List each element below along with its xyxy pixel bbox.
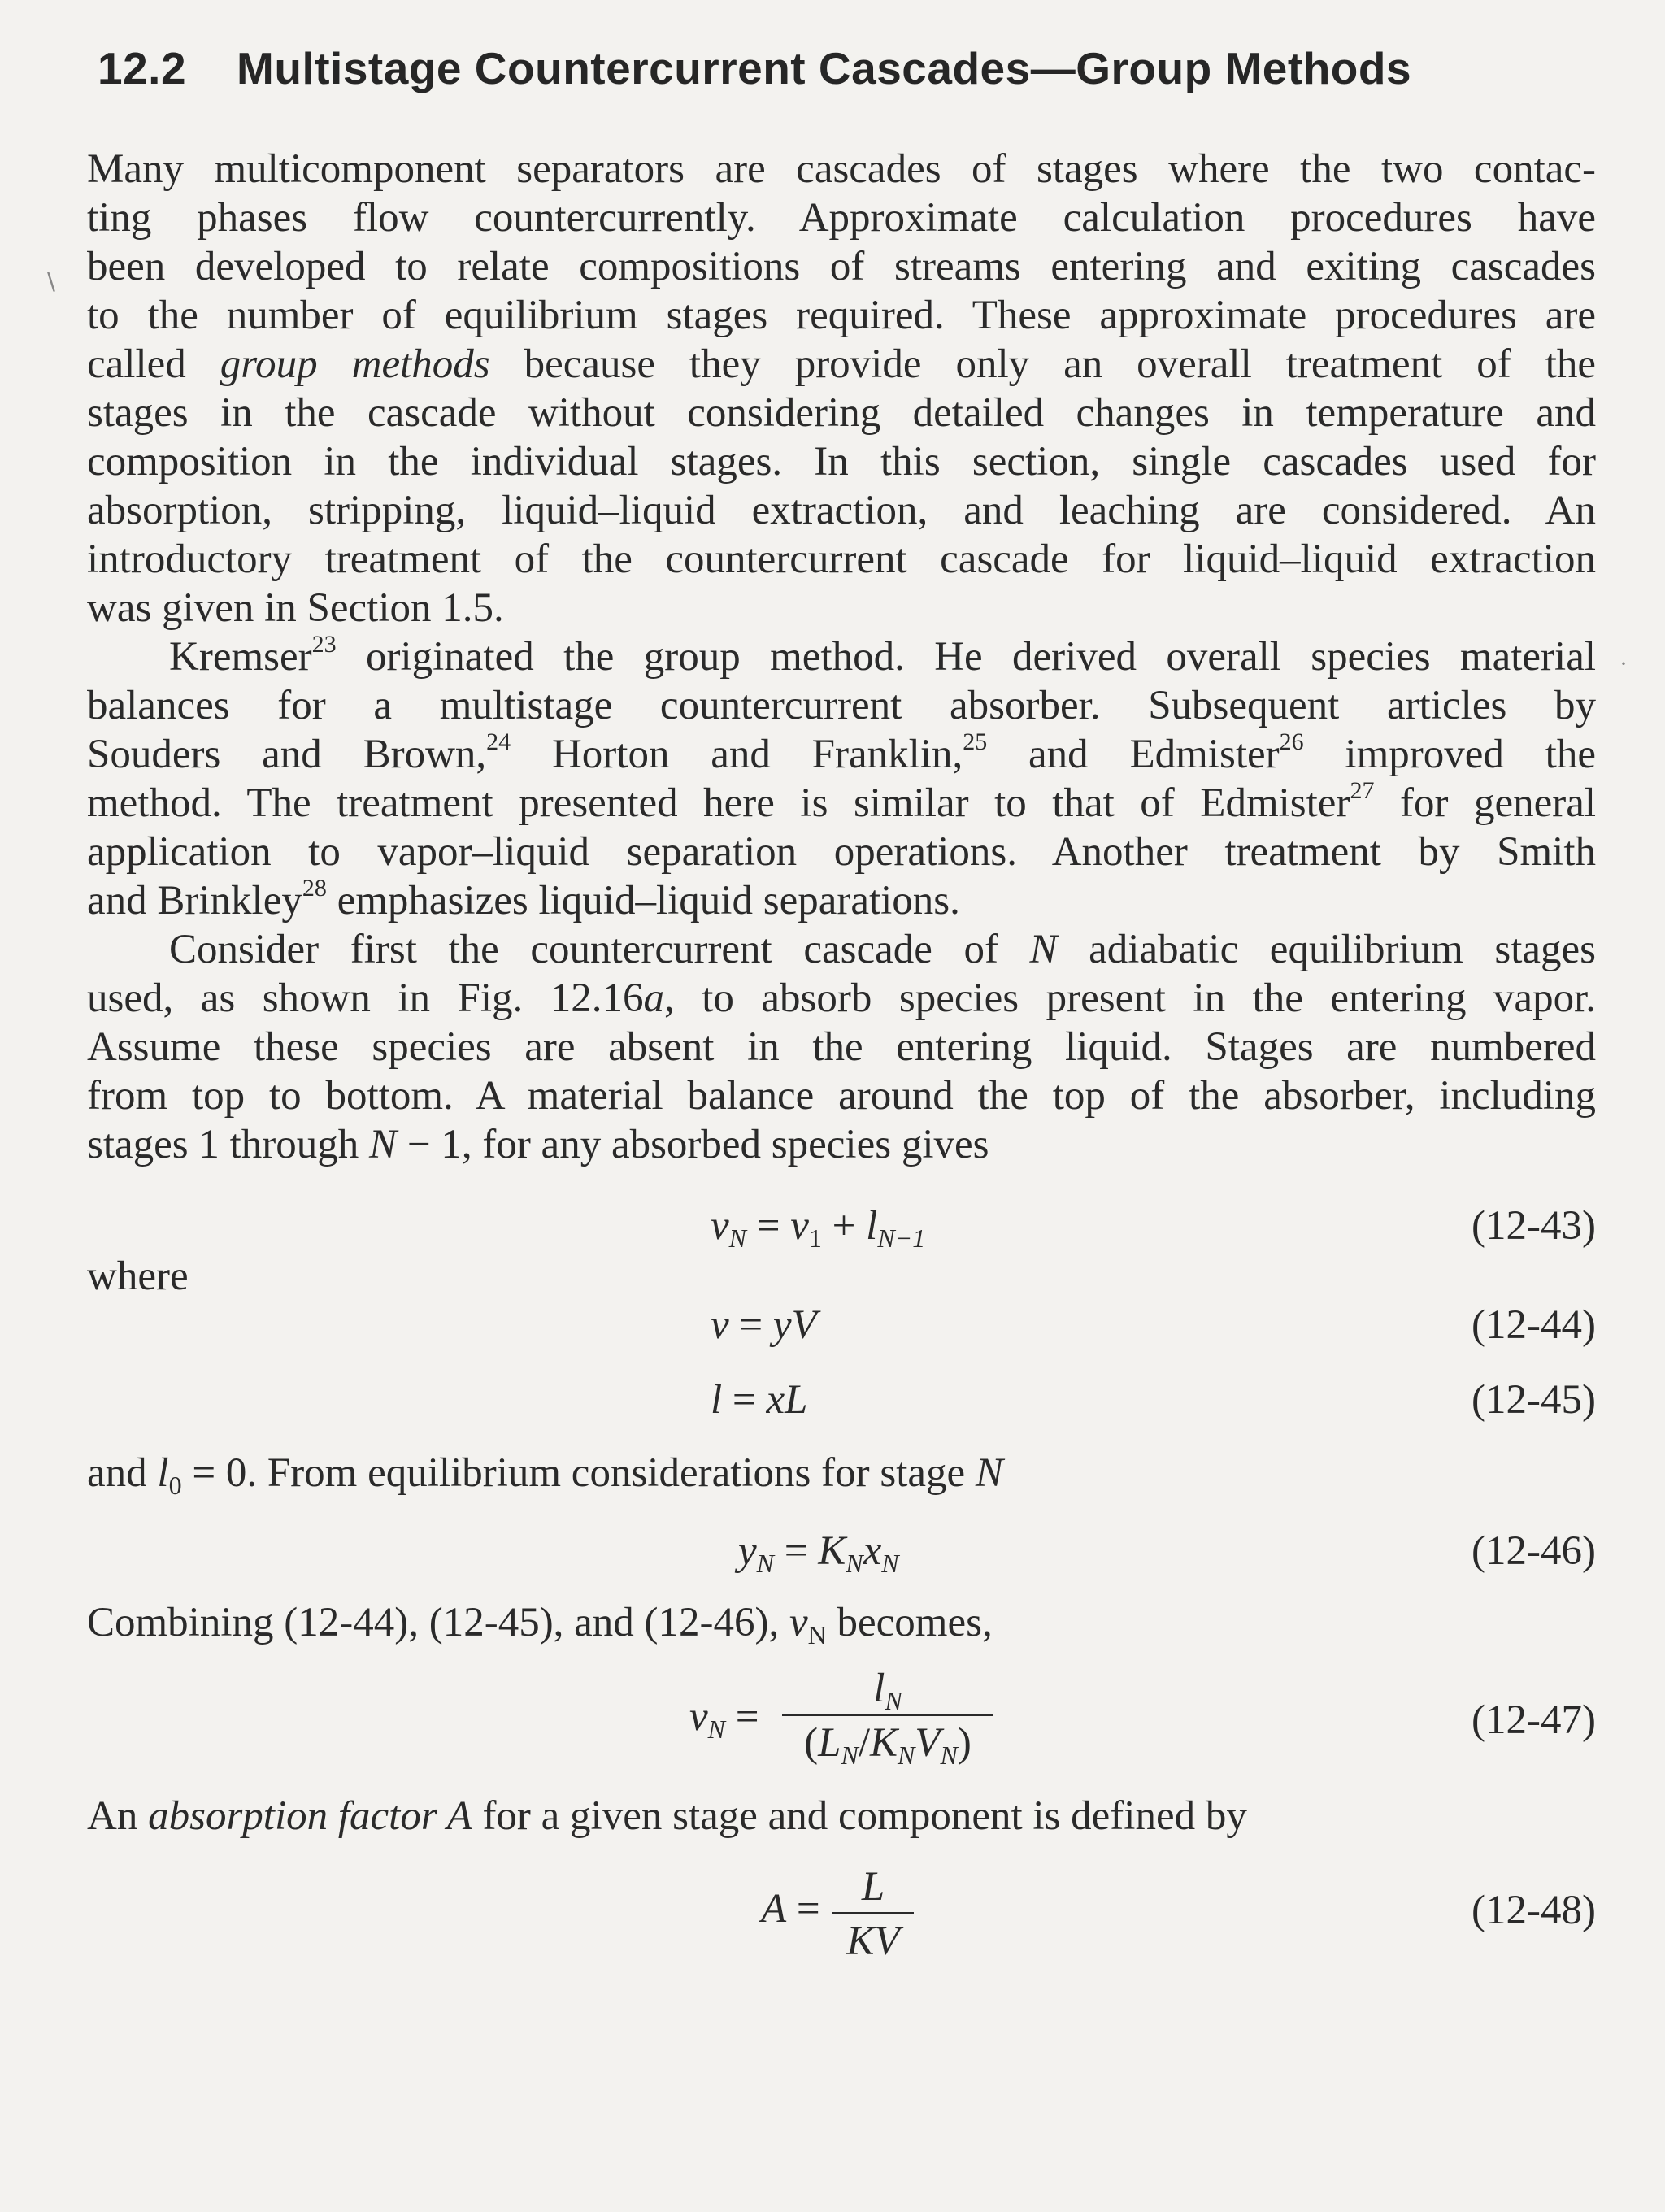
paragraph-1-line: [87, 340, 1596, 389]
fraction-denominator: KV: [846, 1919, 900, 1964]
reference-27: 27: [1350, 777, 1375, 804]
subscript: N: [881, 1549, 899, 1578]
paragraph-2-line: [87, 730, 1596, 779]
equation-12-48-lhs: [761, 1884, 820, 1933]
text-run: and: [87, 1450, 158, 1496]
math-variable: l: [873, 1666, 885, 1711]
operator: =: [728, 1302, 773, 1348]
parenthesis: ): [957, 1720, 972, 1766]
math-variable: v: [711, 1302, 729, 1348]
paragraph-2-line: application to vapor–liquid separation operations. Another treatment by Smith: [87, 829, 1596, 875]
math-expression: xL: [766, 1377, 808, 1423]
section-number: 12.2: [98, 43, 187, 93]
reference-23: 23: [311, 631, 337, 658]
paragraph-3-line: [87, 1120, 989, 1169]
text-run: Consider first the countercurrent cascade of: [169, 927, 1030, 972]
equation-number: (12-43): [1472, 1203, 1596, 1249]
math-variable: V: [915, 1720, 941, 1766]
paragraph-1-line: composition in the individual stages. In this section, single cascades used for: [87, 439, 1596, 485]
operator: =: [773, 1528, 819, 1574]
equation-number: (12-46): [1472, 1528, 1596, 1574]
math-variable: A: [761, 1886, 787, 1932]
paragraph-2-line: [87, 876, 960, 925]
paragraph-1-line: stages in the cascade without considering detailed changes in temperature and: [87, 390, 1596, 436]
scan-mark: ·: [1619, 650, 1628, 677]
subscript: N: [756, 1549, 774, 1578]
text-run: called: [87, 341, 220, 387]
text-run: method. The treatment presented here is similar to that of Edmister: [87, 780, 1350, 826]
figure-letter: a: [643, 976, 665, 1021]
math-variable: l: [157, 1450, 169, 1496]
equation-number: (12-47): [1472, 1697, 1596, 1743]
section-title: Multistage Countercurrent Cascades—Group Methods: [237, 43, 1412, 93]
text-run: Kremser: [169, 634, 312, 680]
text-run: − 1, for any absorbed species gives: [397, 1122, 989, 1167]
text-run: Combining (12-44), (12-45), and (12-46),: [87, 1600, 790, 1645]
equation-12-48-fraction: [832, 1865, 914, 1963]
subscript: N: [728, 1223, 746, 1253]
math-variable: x: [863, 1528, 882, 1574]
equation-12-47-fraction: [782, 1666, 993, 1770]
paragraph-3-line: [87, 974, 1596, 1023]
equation-number: (12-45): [1472, 1377, 1596, 1423]
reference-24: 24: [486, 728, 511, 755]
equilibrium-intro-line: [87, 1449, 1003, 1500]
math-variable: K: [818, 1528, 846, 1574]
math-variable: l: [711, 1377, 723, 1423]
paragraph-1-line: Many multicomponent separators are cascades of stages where the two contac-: [87, 146, 1596, 192]
text-run: and Edmister: [987, 732, 1280, 777]
subscript: N: [898, 1740, 915, 1770]
fraction-bar: [832, 1912, 914, 1914]
emphasis-group-methods: group methods: [220, 341, 490, 387]
equation-12-47-lhs: [689, 1693, 759, 1744]
equation-number: (12-44): [1472, 1302, 1596, 1348]
text-run: emphasizes liquid–liquid separations.: [326, 878, 960, 923]
math-variable: v: [689, 1694, 708, 1740]
paragraph-2-line: balances for a multistage countercurrent absorber. Subsequent articles by: [87, 683, 1596, 728]
operator: =: [724, 1694, 759, 1740]
math-variable: y: [738, 1528, 757, 1574]
operator: =: [786, 1886, 820, 1932]
fraction-denominator: [782, 1720, 993, 1770]
section-heading: [98, 42, 1411, 94]
paragraph-1-line: was given in Section 1.5.: [87, 585, 504, 631]
fraction-numerator: [782, 1666, 993, 1715]
operator: =: [722, 1377, 767, 1423]
paragraph-3-line: [169, 925, 1596, 974]
text-run: becomes,: [826, 1600, 993, 1645]
equation-12-43: [711, 1202, 926, 1253]
paragraph-1-line: absorption, stripping, liquid–liquid extraction, and leaching are considered. An: [87, 488, 1596, 533]
paragraph-2-line: [169, 632, 1596, 681]
combining-line: [87, 1598, 993, 1647]
subscript: N: [807, 1620, 827, 1649]
fraction-numerator: L: [861, 1864, 885, 1910]
math-variable: v: [789, 1600, 808, 1645]
paragraph-2-line: [87, 779, 1596, 828]
subscript: N: [707, 1714, 725, 1744]
parenthesis: (: [804, 1720, 819, 1766]
text-run: Horton and Franklin,: [511, 732, 963, 777]
equation-12-44: [711, 1301, 817, 1349]
operator: /: [858, 1720, 870, 1766]
equation-number: (12-48): [1472, 1888, 1596, 1933]
reference-25: 25: [963, 728, 988, 755]
equation-12-46: [738, 1527, 899, 1578]
subscript: N: [940, 1740, 958, 1770]
subscript: N: [846, 1549, 863, 1578]
operator: =: [746, 1203, 791, 1249]
text-run: , to absorb species present in the entering vapor.: [664, 976, 1596, 1021]
paragraph-3-line: Assume these species are absent in the entering liquid. Stages are numbered: [87, 1024, 1596, 1070]
text-run: because they provide only an overall treatment of the: [489, 341, 1597, 387]
text-run: adiabatic equilibrium stages: [1057, 927, 1596, 972]
where-label: where: [87, 1254, 189, 1299]
text-run: Souders and Brown,: [87, 732, 487, 777]
text-run: originated the group method. He derived overall species material: [336, 634, 1596, 680]
text-run: stages 1 through: [87, 1122, 370, 1167]
paragraph-1-line: ting phases flow countercurrently. Approximate calculation procedures have: [87, 195, 1596, 241]
text-run: An: [87, 1793, 149, 1839]
subscript: 0: [168, 1471, 182, 1500]
paragraph-1-line: introductory treatment of the countercurrent cascade for liquid–liquid extraction: [87, 537, 1596, 582]
text-run: for a given stage and component is defined by: [472, 1793, 1247, 1839]
equation-12-45: [711, 1375, 807, 1424]
scan-mark: ∖: [42, 269, 59, 296]
math-variable: L: [818, 1720, 841, 1766]
paragraph-3-line: from top to bottom. A material balance around the top of the absorber, including: [87, 1073, 1596, 1119]
subscript: N: [885, 1686, 902, 1715]
text-run: and Brinkley: [87, 878, 302, 923]
text-run: used, as shown in Fig. 12.16: [87, 976, 644, 1021]
subscript: N: [841, 1740, 859, 1770]
text-run: for general: [1374, 780, 1597, 826]
reference-28: 28: [302, 875, 327, 902]
subscript: N−1: [877, 1223, 926, 1253]
absorption-factor-line: [87, 1792, 1247, 1840]
math-variable: v: [711, 1203, 729, 1249]
math-expression: yV: [772, 1302, 817, 1348]
math-variable: N: [975, 1450, 1003, 1496]
math-variable: N: [369, 1122, 398, 1167]
text-run: improved the: [1303, 732, 1596, 777]
paragraph-1-line: to the number of equilibrium stages required. These approximate procedures are: [87, 293, 1596, 338]
math-variable: N: [1029, 927, 1058, 972]
subscript: 1: [808, 1223, 822, 1253]
text-run: = 0. From equilibrium considerations for stage: [181, 1450, 976, 1496]
paragraph-1-line: been developed to relate compositions of streams entering and exiting cascades: [87, 244, 1596, 289]
math-variable: K: [870, 1720, 898, 1766]
reference-26: 26: [1279, 728, 1304, 755]
math-variable: l: [866, 1203, 878, 1249]
operator: +: [821, 1203, 867, 1249]
emphasis-absorption-factor: absorption factor A: [148, 1793, 472, 1839]
math-variable: v: [790, 1203, 809, 1249]
